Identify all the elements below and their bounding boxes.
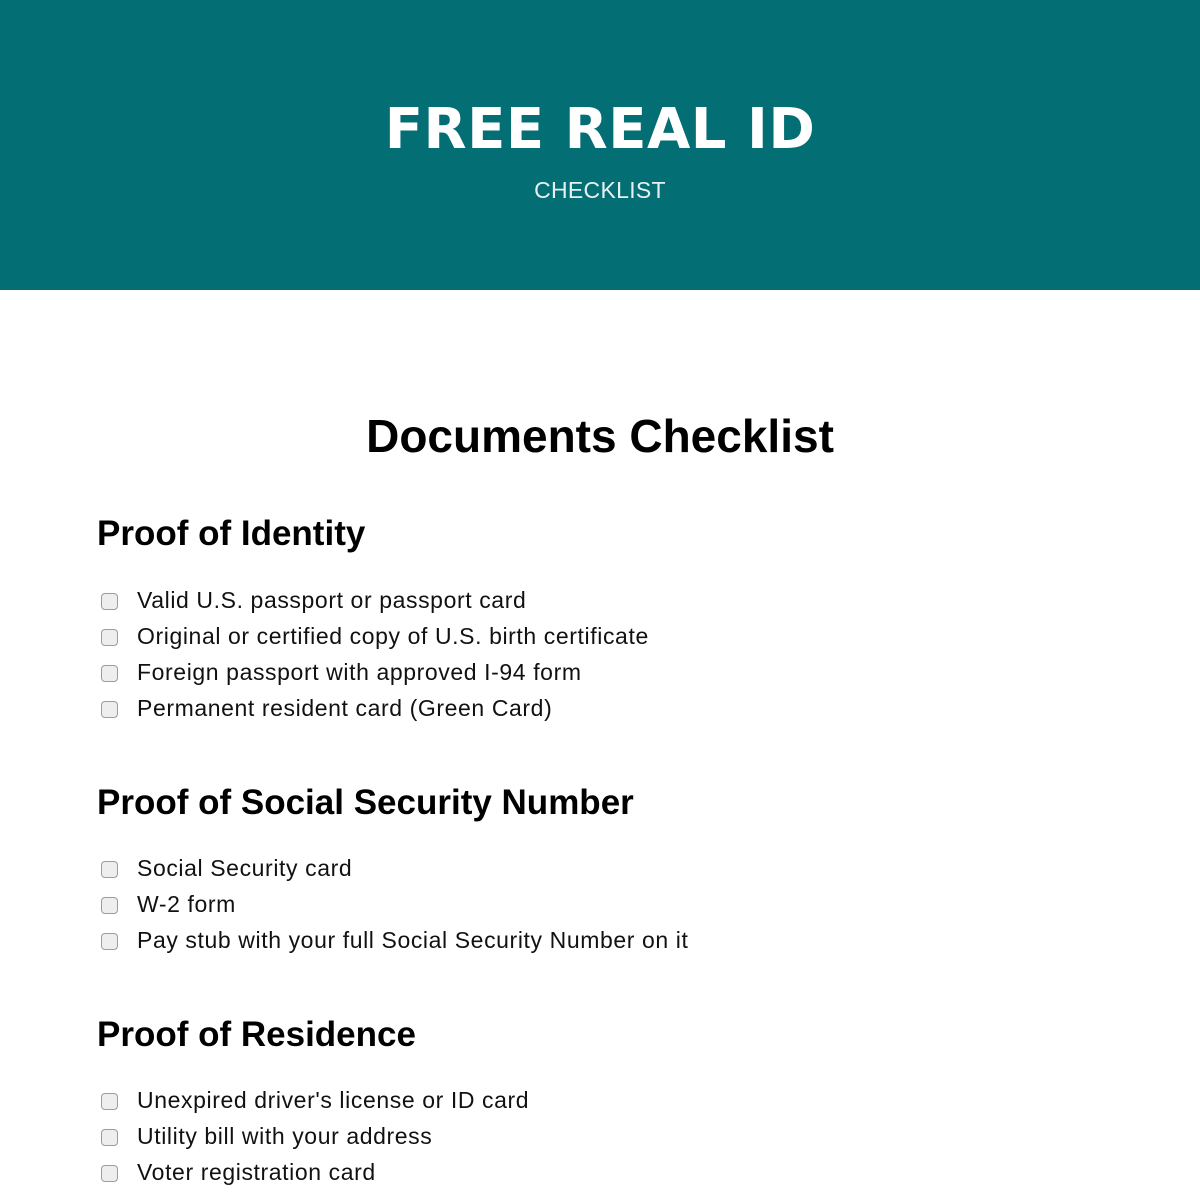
checkbox[interactable] xyxy=(101,897,118,914)
checklist-item[interactable] xyxy=(101,618,649,654)
header-subtitle: CHECKLIST xyxy=(534,177,666,203)
checklist-residence xyxy=(101,1082,529,1190)
checkbox[interactable] xyxy=(101,861,118,878)
checklist-item-label: Utility bill with your address xyxy=(137,1123,433,1149)
section-heading-ssn: Proof of Social Security Number xyxy=(97,783,634,822)
checklist-item[interactable] xyxy=(101,922,688,958)
checklist-item-label: Voter registration card xyxy=(137,1159,376,1185)
checkbox[interactable] xyxy=(101,1093,118,1110)
checkbox[interactable] xyxy=(101,1165,118,1182)
section-heading-identity: Proof of Identity xyxy=(97,514,366,553)
checklist-item[interactable] xyxy=(101,1118,529,1154)
checkbox[interactable] xyxy=(101,593,118,610)
header-banner xyxy=(0,0,1200,290)
checklist-item-label: W-2 form xyxy=(137,891,236,917)
checkbox[interactable] xyxy=(101,701,118,718)
checklist-ssn xyxy=(101,850,688,958)
checklist-identity xyxy=(101,582,649,726)
checklist-item[interactable] xyxy=(101,1082,529,1118)
checklist-item[interactable] xyxy=(101,582,649,618)
checkbox[interactable] xyxy=(101,629,118,646)
checklist-item-label: Pay stub with your full Social Security Number on it xyxy=(137,927,689,953)
checklist-item-label: Valid U.S. passport or passport card xyxy=(137,587,527,613)
checklist-item-label: Original or certified copy of U.S. birth certificate xyxy=(137,623,649,649)
checklist-item[interactable] xyxy=(101,886,688,922)
checkbox[interactable] xyxy=(101,933,118,950)
checklist-item-label: Social Security card xyxy=(137,855,353,881)
checklist-item[interactable] xyxy=(101,690,649,726)
checklist-item[interactable] xyxy=(101,850,688,886)
checkbox[interactable] xyxy=(101,665,118,682)
checklist-item-label: Permanent resident card (Green Card) xyxy=(137,695,553,721)
header-title: FREE REAL ID xyxy=(384,97,816,162)
section-heading-residence: Proof of Residence xyxy=(97,1015,416,1054)
checkbox[interactable] xyxy=(101,1129,118,1146)
checklist-item-label: Unexpired driver's license or ID card xyxy=(137,1087,530,1113)
document-title: Documents Checklist xyxy=(366,410,834,462)
checklist-item[interactable] xyxy=(101,1154,529,1190)
checklist-item[interactable] xyxy=(101,654,649,690)
checklist-item-label: Foreign passport with approved I-94 form xyxy=(137,659,582,685)
